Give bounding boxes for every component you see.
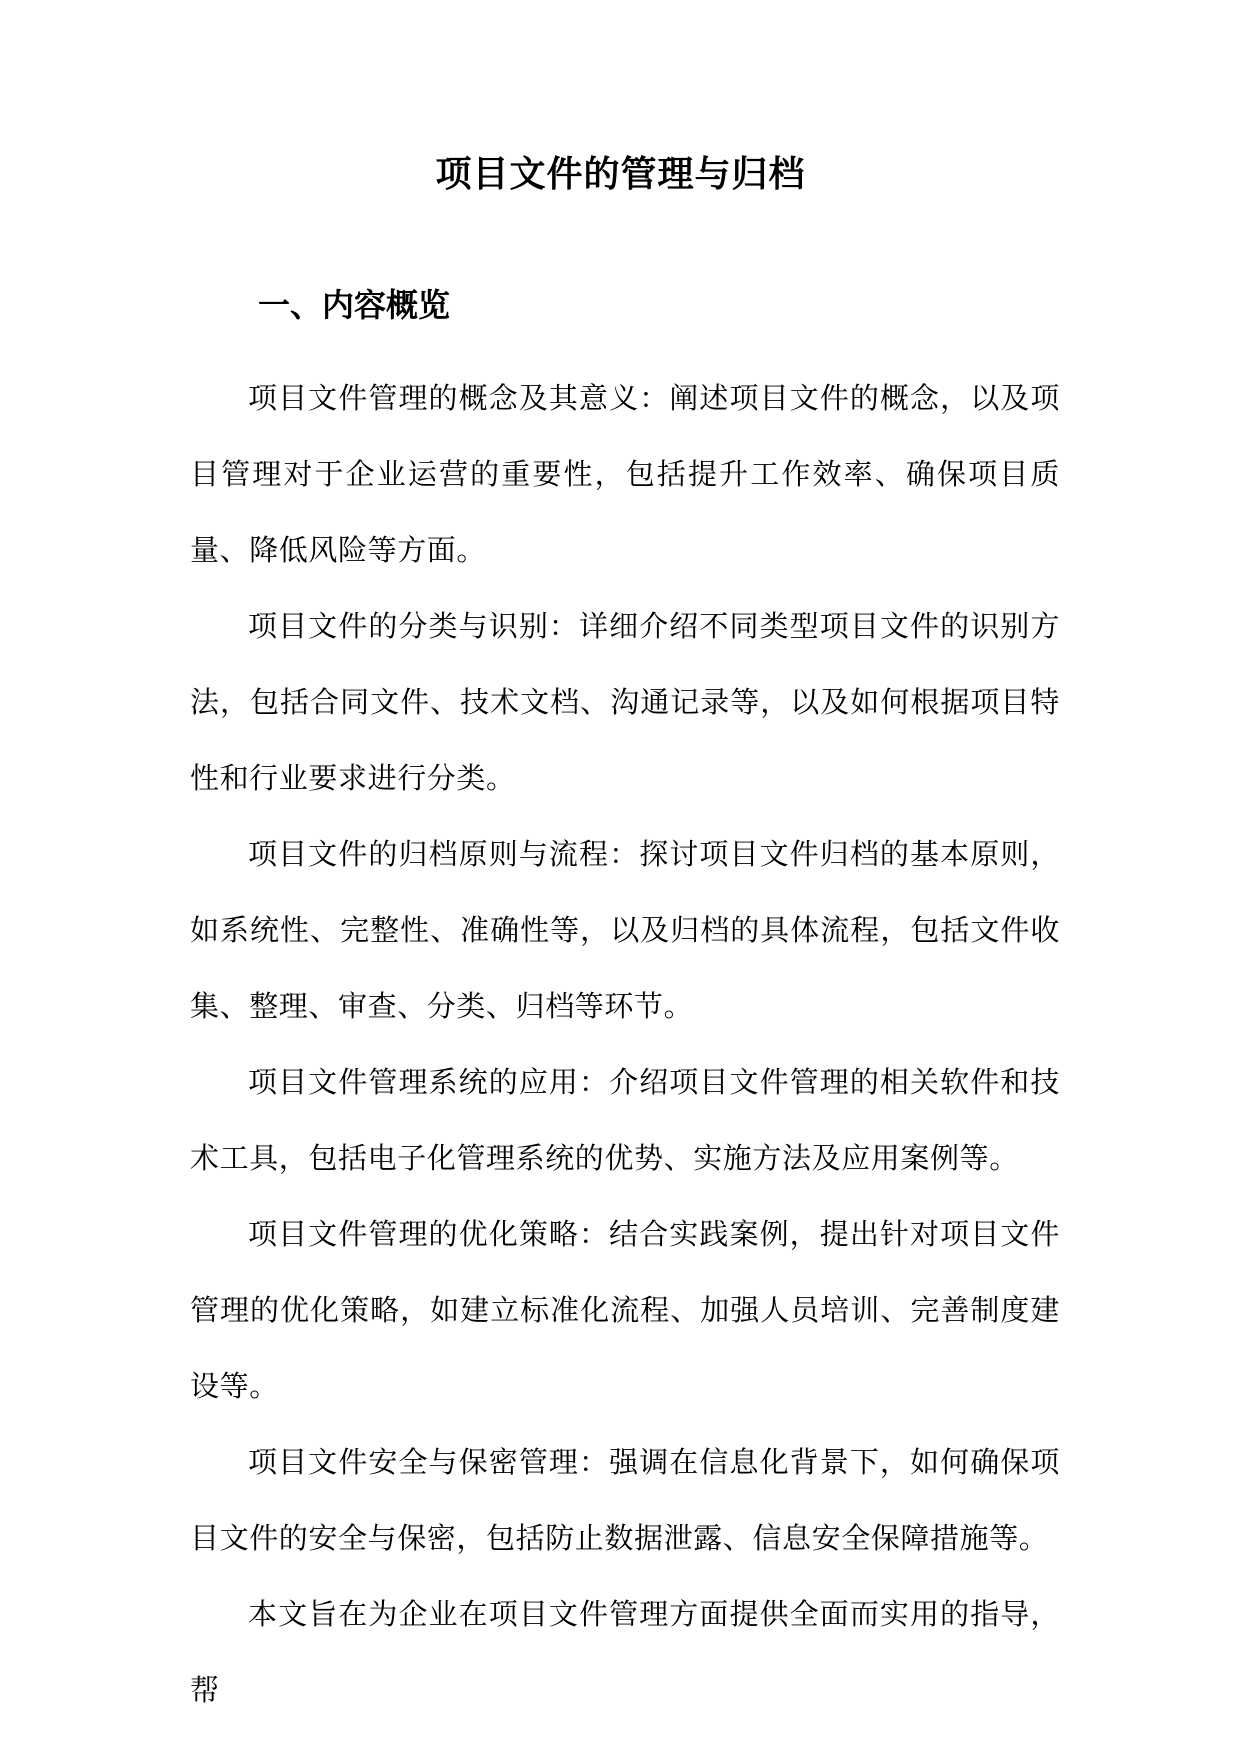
paragraph-concept: 项目文件管理的概念及其意义：阐述项目文件的概念，以及项目管理对于企业运营的重要性，包括提升工作效率、确保项目质量、降低风险等方面。 [190, 381, 1060, 567]
document-title: 项目文件的管理与归档 [435, 154, 806, 195]
paragraph-security: 项目文件安全与保密管理：强调在信息化背景下，如何确保项目文件的安全与保密，包括防止数据泄露、信息安全保障措施等。 [190, 1445, 1060, 1555]
paragraph-system-application: 项目文件管理系统的应用：介绍项目文件管理的相关软件和技术工具，包括电子化管理系统的优势、实施方法及应用案例等。 [190, 1065, 1060, 1175]
paragraph-optimization: 项目文件管理的优化策略：结合实践案例，提出针对项目文件管理的优化策略，如建立标准化流程、加强人员培训、完善制度建设等。 [190, 1217, 1060, 1403]
section-heading: 一、内容概览 [258, 286, 451, 324]
paragraph-classification: 项目文件的分类与识别：详细介绍不同类型项目文件的识别方法，包括合同文件、技术文档、沟通记录等，以及如何根据项目特性和行业要求进行分类。 [190, 609, 1060, 795]
body-text [190, 360, 1060, 1728]
paragraph-purpose: 本文旨在为企业在项目文件管理方面提供全面而实用的指导，帮 [190, 1597, 1060, 1707]
paragraph-archiving-principles: 项目文件的归档原则与流程：探讨项目文件归档的基本原则，如系统性、完整性、准确性等，以及归档的具体流程，包括文件收集、整理、审查、分类、归档等环节。 [190, 837, 1060, 1023]
